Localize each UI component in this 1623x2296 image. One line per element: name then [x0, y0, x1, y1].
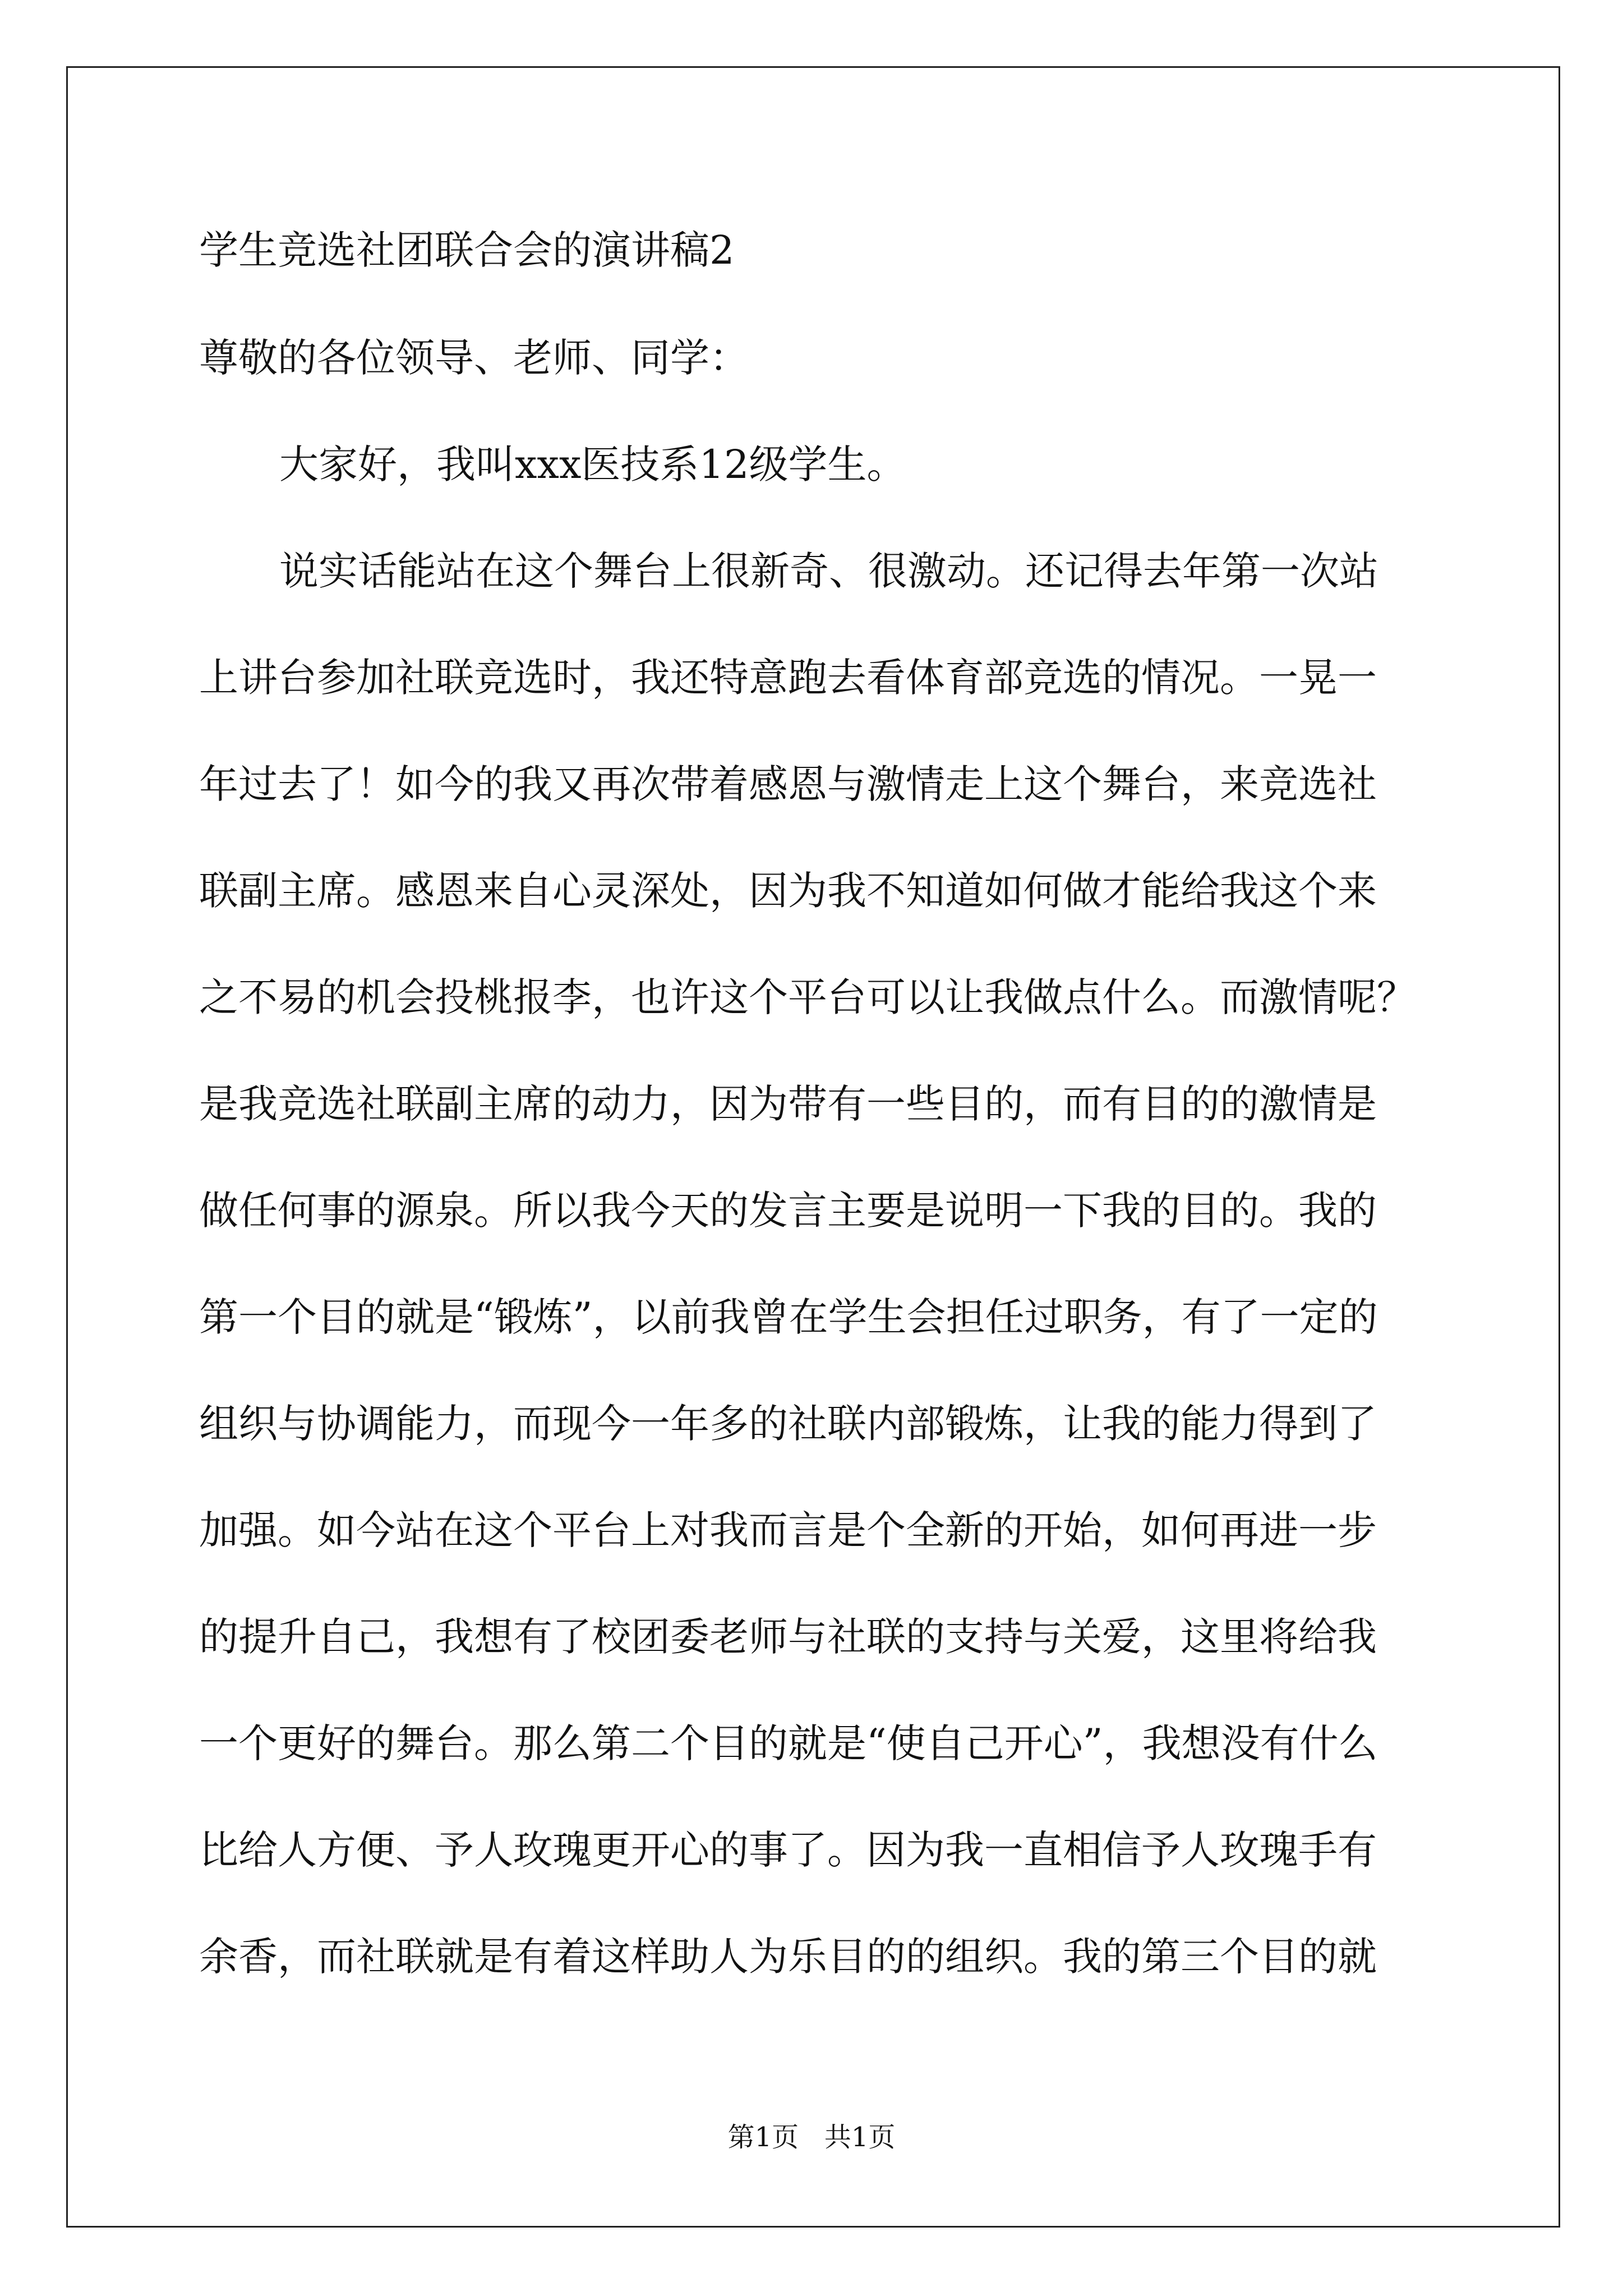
body-line: 上讲台参加社联竞选时，我还特意跑去看体育部竞选的情况。一晃一 [199, 655, 1377, 701]
body-line: 第一个目的就是“锻炼”，以前我曾在学生会担任过职务，有了一定的 [199, 1294, 1378, 1340]
body-line: 余香，而社联就是有着这样助人为乐目的的组织。我的第三个目的就 [199, 1934, 1377, 1980]
document-title: 学生竞选社团联合会的演讲稿2 [199, 227, 735, 273]
total-pages: 共1页 [824, 2122, 896, 2153]
body-line: 是我竞选社联副主席的动力，因为带有一些目的，而有目的的激情是 [199, 1081, 1377, 1127]
footer-gap [799, 2122, 824, 2153]
body-line: 加强。如今站在这个平台上对我而言是个全新的开始，如何再进一步 [199, 1507, 1377, 1553]
body-line: 的提升自己，我想有了校团委老师与社联的支持与关爱，这里将给我 [199, 1614, 1377, 1660]
body-line: 联副主席。感恩来自心灵深处，因为我不知道如何做才能给我这个来 [199, 868, 1377, 914]
body-line: 比给人方便、予人玫瑰更开心的事了。因为我一直相信予人玫瑰手有 [199, 1827, 1377, 1873]
body-line: 年过去了！如今的我又再次带着感恩与激情走上这个舞台，来竞选社 [199, 761, 1377, 807]
intro-paragraph: 大家好，我叫xxx医技系12级学生。 [279, 441, 906, 487]
body-line: 一个更好的舞台。那么第二个目的就是“使自己开心”，我想没有什么 [199, 1720, 1378, 1766]
body-line: 之不易的机会投桃报李，也许这个平台可以让我做点什么。而激情呢？ [199, 974, 1416, 1020]
page-number: 第1页 [727, 2122, 799, 2153]
page-footer [0, 2119, 1623, 2155]
body-line: 做任何事的源泉。所以我今天的发言主要是说明一下我的目的。我的 [199, 1188, 1377, 1234]
body-line: 说实话能站在这个舞台上很新奇、很激动。还记得去年第一次站 [279, 548, 1378, 594]
salutation: 尊敬的各位领导、老师、同学： [199, 335, 749, 381]
page-border [66, 66, 1560, 2228]
body-line: 组织与协调能力，而现今一年多的社联内部锻炼，让我的能力得到了 [199, 1401, 1377, 1447]
